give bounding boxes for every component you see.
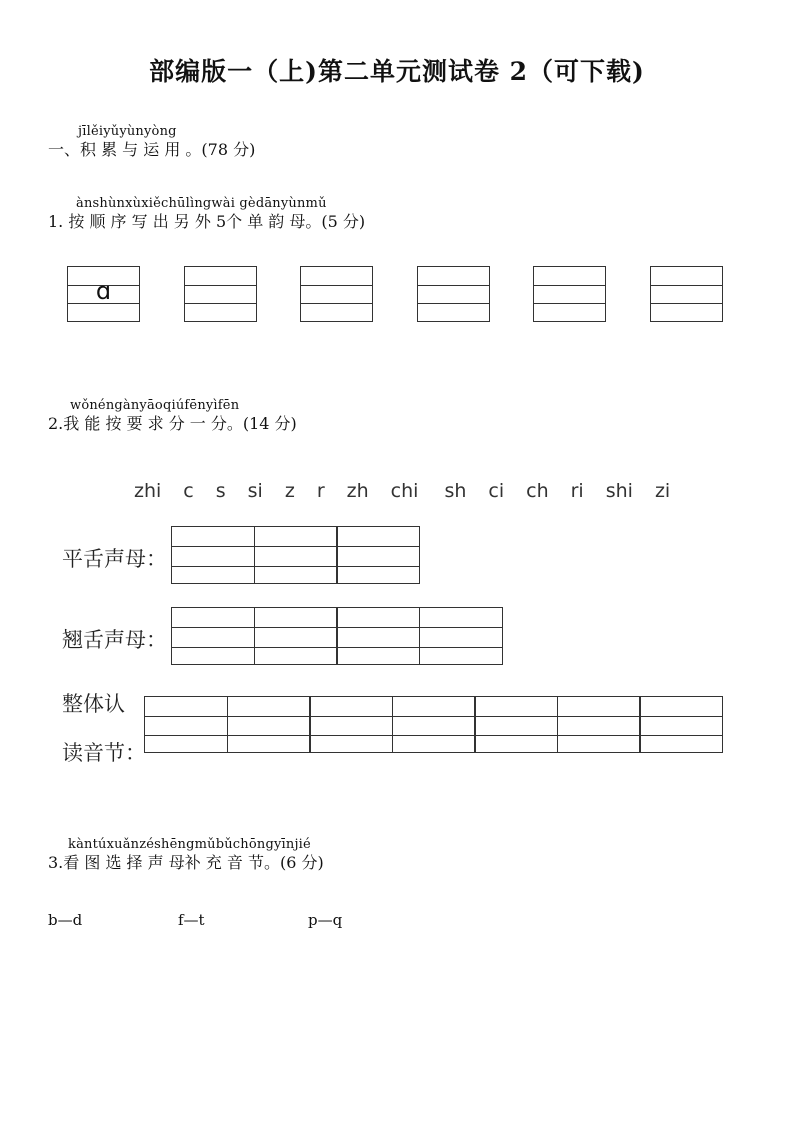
initials-list — [134, 480, 670, 502]
grid-line — [255, 627, 337, 628]
pair-p-q: p—q — [308, 911, 343, 929]
answer-cell[interactable] — [336, 607, 420, 665]
grid-line — [393, 716, 475, 717]
grid-line — [255, 546, 337, 547]
whole-syllable-label-line2: 读音节： — [62, 741, 146, 765]
grid-line — [418, 285, 489, 286]
grid-line — [534, 285, 605, 286]
q2-heading: 2.我 能 按 要 求 分 一 分。(14 分) — [48, 414, 297, 433]
grid-line — [337, 546, 419, 547]
grid-line — [172, 647, 254, 648]
grid-line — [255, 647, 337, 648]
initial-item: ch — [526, 480, 549, 502]
whole-syllable-table — [144, 696, 723, 753]
grid-line — [651, 285, 722, 286]
writing-grid-box[interactable] — [300, 266, 373, 322]
grid-line — [255, 566, 337, 567]
section1-pinyin: jīlěiyǔyùnyòng — [78, 124, 177, 139]
page-title: 部编版一（上)第二单元测试卷 2（可下载) — [149, 57, 645, 86]
grid-line — [145, 716, 227, 717]
writing-grid-box[interactable] — [184, 266, 257, 322]
section1-heading: 一、积 累 与 运 用 。(78 分) — [48, 140, 256, 159]
grid-line — [558, 735, 640, 736]
answer-cell[interactable] — [557, 696, 641, 753]
whole-syllable-label-line1: 整体认 — [62, 692, 125, 716]
initial-item: ri — [570, 480, 584, 502]
writing-grid-box[interactable] — [650, 266, 723, 322]
retroflex-label: 翘舌声母： — [62, 628, 167, 652]
retroflex-table — [171, 607, 503, 665]
grid-line — [337, 627, 419, 628]
answer-cell[interactable] — [474, 696, 558, 753]
q3-pinyin: kàntúxuǎnzéshēngmǔbǔchōngyīnjié — [68, 837, 311, 852]
answer-cell[interactable] — [254, 607, 338, 665]
grid-line — [420, 647, 502, 648]
grid-line — [558, 716, 640, 717]
grid-line — [145, 735, 227, 736]
grid-line — [172, 546, 254, 547]
answer-cell[interactable] — [171, 607, 255, 665]
q1-heading: 1. 按 顺 序 写 出 另 外 5个 单 韵 母。(5 分) — [48, 212, 366, 231]
pair-f-t: f—t — [178, 911, 205, 929]
grid-line — [301, 303, 372, 304]
grid-line — [393, 735, 475, 736]
grid-line — [172, 627, 254, 628]
initial-item: z — [284, 480, 295, 502]
grid-line — [310, 716, 392, 717]
initial-item: s — [215, 480, 226, 502]
grid-line — [651, 303, 722, 304]
grid-line — [475, 716, 557, 717]
flat-tongue-table — [171, 526, 420, 584]
answer-cell[interactable] — [419, 607, 503, 665]
grid-line — [640, 735, 722, 736]
initial-item: shi — [605, 480, 633, 502]
q2-pinyin: wǒnéngànyāoqiúfēnyìfēn — [70, 398, 240, 413]
writing-grid-box[interactable] — [417, 266, 490, 322]
grid-line — [310, 735, 392, 736]
answer-cell[interactable] — [254, 526, 338, 584]
initial-item: chi — [390, 480, 419, 502]
grid-line — [337, 566, 419, 567]
initial-item: ci — [488, 480, 505, 502]
initial-item: r — [316, 480, 325, 502]
grid-line — [185, 285, 256, 286]
initial-item: zi — [654, 480, 671, 502]
writing-grid-box[interactable] — [533, 266, 606, 322]
answer-cell[interactable] — [144, 696, 228, 753]
q3-heading: 3.看 图 选 择 声 母补 充 音 节。(6 分) — [48, 853, 324, 872]
grid-line — [228, 716, 310, 717]
pair-b-d: b—d — [48, 911, 83, 929]
initial-item: c — [183, 480, 194, 502]
grid-line — [640, 716, 722, 717]
grid-letter: ɑ — [95, 277, 112, 305]
q1-pinyin: ànshùnxùxiěchūlìngwài gèdānyùnmǔ — [76, 196, 327, 211]
grid-line — [337, 647, 419, 648]
flat-tongue-label: 平舌声母： — [62, 547, 167, 571]
grid-line — [172, 566, 254, 567]
answer-cell[interactable] — [171, 526, 255, 584]
grid-line — [420, 627, 502, 628]
answer-cell[interactable] — [639, 696, 723, 753]
answer-cell[interactable] — [392, 696, 476, 753]
grid-line — [418, 303, 489, 304]
answer-cell[interactable] — [336, 526, 420, 584]
initial-item: si — [247, 480, 263, 502]
initial-item: sh — [444, 480, 467, 502]
grid-line — [301, 285, 372, 286]
grid-line — [228, 735, 310, 736]
grid-line — [475, 735, 557, 736]
grid-line — [534, 303, 605, 304]
initial-item: zhi — [134, 480, 162, 502]
initial-item: zh — [346, 480, 369, 502]
answer-cell[interactable] — [227, 696, 311, 753]
writing-grid-box[interactable] — [67, 266, 140, 322]
answer-cell[interactable] — [309, 696, 393, 753]
grid-line — [185, 303, 256, 304]
